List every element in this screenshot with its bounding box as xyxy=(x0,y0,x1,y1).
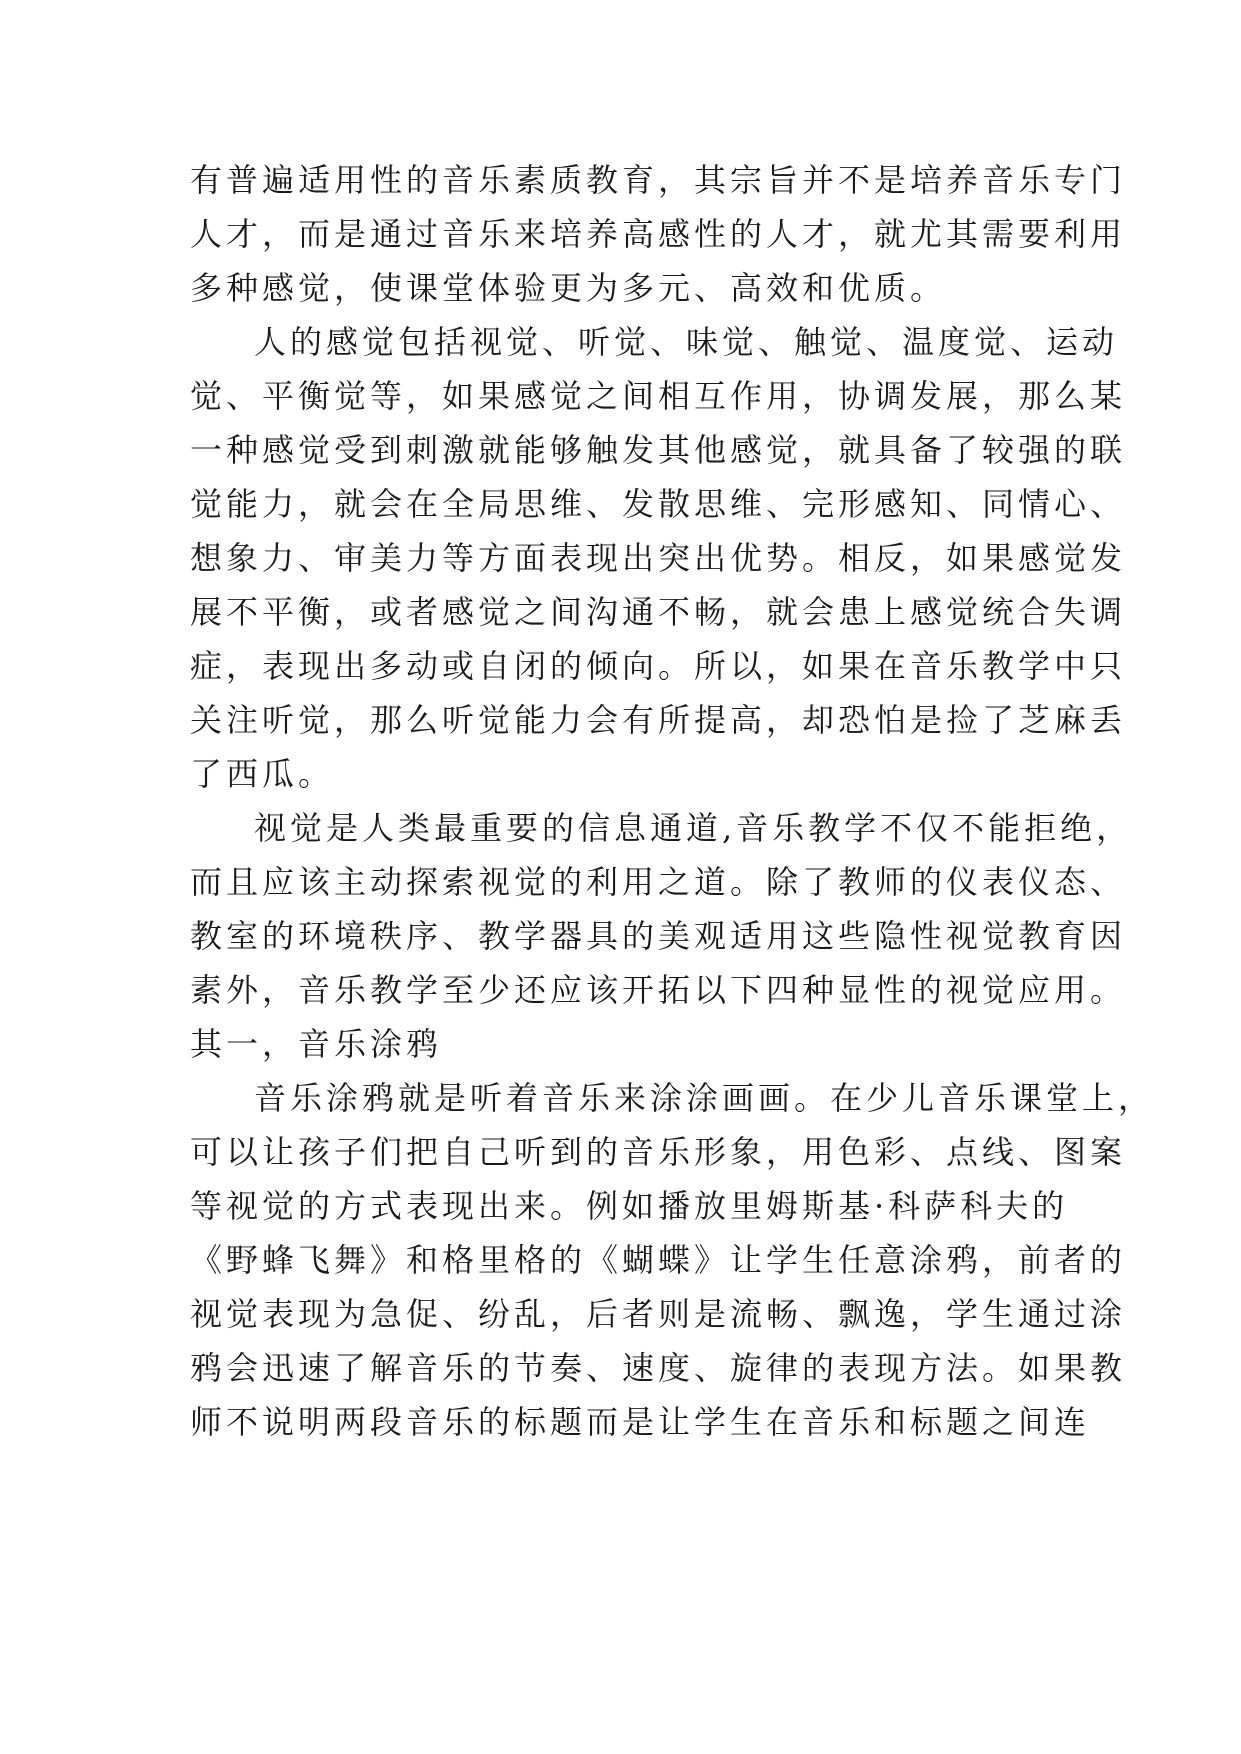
paragraph-start-line: 音乐涂鸦就是听着音乐来涂涂画画。在少儿音乐课堂上， xyxy=(254,1079,1155,1117)
text-line: 展不平衡，或者感觉之间沟通不畅，就会患上感觉统合失调 xyxy=(190,593,1127,631)
text-line: 视觉表现为急促、纷乱，后者则是流畅、飘逸，学生通过涂 xyxy=(190,1295,1127,1333)
body-text xyxy=(190,153,1155,1449)
text-line: 有普遍适用性的音乐素质教育，其宗旨并不是培养音乐专门 xyxy=(190,161,1127,199)
text-line: 一种感觉受到刺激就能够触发其他感觉，就具备了较强的联 xyxy=(190,431,1127,469)
paragraph-start-line: 人的感觉包括视觉、听觉、味觉、触觉、温度觉、运动 xyxy=(254,323,1119,361)
text-line: 人才，而是通过音乐来培养高感性的人才，就尤其需要利用 xyxy=(190,215,1127,253)
text-line: 想象力、审美力等方面表现出突出优势。相反，如果感觉发 xyxy=(190,539,1127,577)
text-line: 师不说明两段音乐的标题而是让学生在音乐和标题之间连 xyxy=(190,1403,1091,1441)
text-line: 关注听觉，那么听觉能力会有所提高，却恐怕是捡了芝麻丢 xyxy=(190,701,1127,739)
text-line: 觉能力，就会在全局思维、发散思维、完形感知、同情心、 xyxy=(190,485,1127,523)
text-line: 教室的环境秩序、教学器具的美观适用这些隐性视觉教育因 xyxy=(190,917,1127,955)
text-line: 鸦会迅速了解音乐的节奏、速度、旋律的表现方法。如果教 xyxy=(190,1349,1127,1387)
text-line: 可以让孩子们把自己听到的音乐形象，用色彩、点线、图案 xyxy=(190,1133,1127,1171)
text-line: 等视觉的方式表现出来。例如播放里姆斯基·科萨科夫的 xyxy=(190,1187,1069,1225)
paragraph-start-line: 视觉是人类最重要的信息通道,音乐教学不仅不能拒绝， xyxy=(254,809,1133,847)
text-line: 症，表现出多动或自闭的倾向。所以，如果在音乐教学中只 xyxy=(190,647,1127,685)
text-line: 《野蜂飞舞》和格里格的《蝴蝶》让学生任意涂鸦，前者的 xyxy=(190,1241,1127,1279)
text-line: 多种感觉，使课堂体验更为多元、高效和优质。 xyxy=(190,269,947,307)
text-line: 觉、平衡觉等，如果感觉之间相互作用，协调发展，那么某 xyxy=(190,377,1127,415)
text-line: 素外，音乐教学至少还应该开拓以下四种显性的视觉应用。 xyxy=(190,971,1127,1009)
text-line: 而且应该主动探索视觉的利用之道。除了教师的仪表仪态、 xyxy=(190,863,1127,901)
section-heading: 其一，音乐涂鸦 xyxy=(190,1025,443,1063)
text-line: 了西瓜。 xyxy=(190,755,335,793)
